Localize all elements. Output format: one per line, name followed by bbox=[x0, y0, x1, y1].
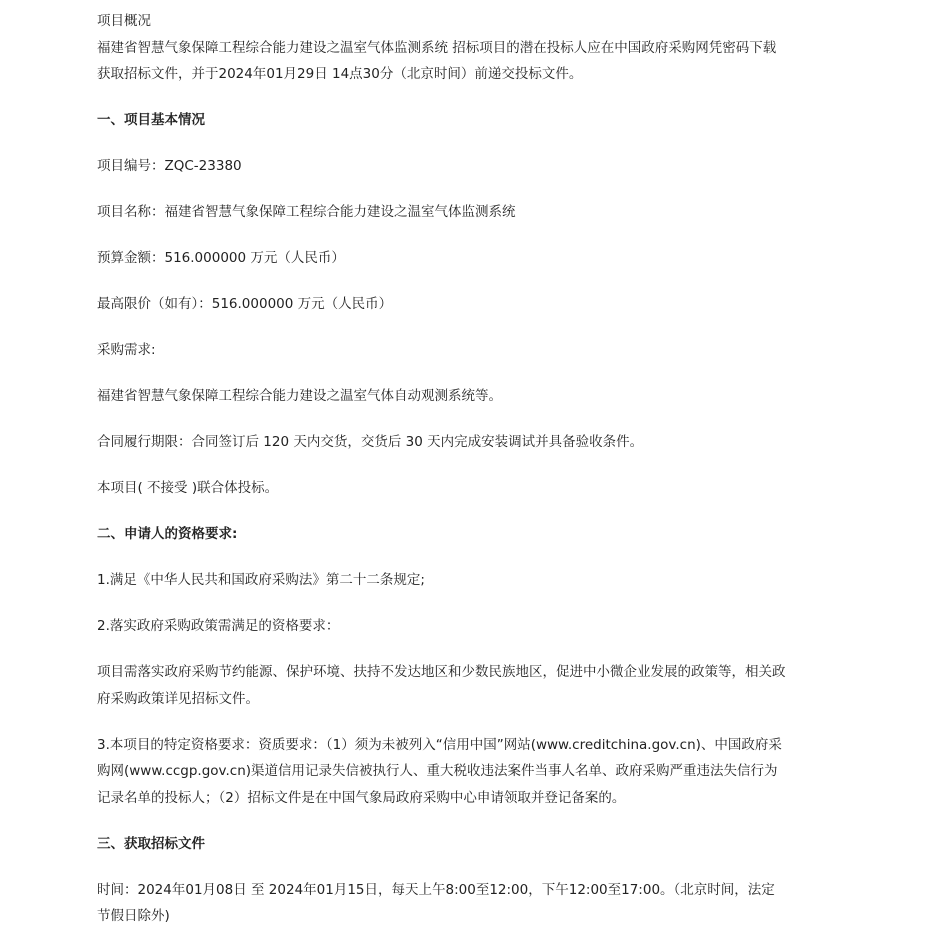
spacer bbox=[97, 226, 787, 246]
procurement-label: 采购需求: bbox=[97, 342, 156, 358]
qualification-item-2-text: 项目需落实政府采购节约能源、保护环境、扶持不发达地区和少数民族地区，促进中小微企业发展的政策等，相关政府采购政策详见招标文件。 bbox=[97, 664, 786, 707]
spacer bbox=[97, 640, 787, 660]
spacer bbox=[97, 410, 787, 430]
overview-title: 项目概况 bbox=[97, 13, 151, 29]
spacer bbox=[97, 594, 787, 614]
spacer bbox=[97, 318, 787, 338]
spacer bbox=[97, 88, 787, 108]
budget-amount: 预算金额：516.000000 万元（人民币） bbox=[97, 250, 345, 266]
spacer bbox=[97, 712, 787, 732]
qualification-item-1: 1.满足《中华人民共和国政府采购法》第二十二条规定; bbox=[97, 572, 425, 588]
qualification-item-2: 2.落实政府采购政策需满足的资格要求： bbox=[97, 618, 340, 634]
section-2-heading: 二、申请人的资格要求: bbox=[97, 526, 238, 542]
spacer bbox=[97, 180, 787, 200]
spacer bbox=[97, 456, 787, 476]
spacer bbox=[97, 548, 787, 568]
section-1-heading: 一、项目基本情况 bbox=[97, 112, 205, 128]
spacer bbox=[97, 502, 787, 522]
spacer bbox=[97, 811, 787, 831]
announcement-document bbox=[97, 8, 787, 930]
spacer bbox=[97, 272, 787, 292]
section-3-heading: 三、获取招标文件 bbox=[97, 835, 205, 852]
spacer bbox=[97, 364, 787, 384]
procurement-text: 福建省智慧气象保障工程综合能力建设之温室气体自动观测系统等。 bbox=[97, 388, 502, 404]
max-price: 最高限价（如有）：516.000000 万元（人民币） bbox=[97, 296, 393, 312]
project-number: 项目编号：ZQC-23380 bbox=[97, 158, 242, 174]
qualification-item-3: 3.本项目的特定资格要求：资质要求：（1）须为未被列入“信用中国”网站(www.creditchina.gov.cn)、中国政府采购网(www.ccgp.gov.cn)渠道信用记录失信被执行人、重大税收违法案件当事人名单、政府采购严重违法失信行为记录名单的投标人；（2）招标文件是在中国气象局政府采购中心申请领取并登记备案的。 bbox=[97, 736, 782, 806]
document-access-time: 时间：2024年01月08日 至 2024年01月15日，每天上午8:00至12:00，下午12:00至17:00。（北京时间，法定节假日除外) bbox=[97, 881, 775, 924]
spacer bbox=[97, 134, 787, 154]
spacer bbox=[97, 857, 787, 877]
contract-period: 合同履行期限：合同签订后 120 天内交货，交货后 30 天内完成安装调试并具备验收条件。 bbox=[97, 434, 644, 450]
consortium-note: 本项目( 不接受 )联合体投标。 bbox=[97, 480, 279, 496]
overview-text: 福建省智慧气象保障工程综合能力建设之温室气体监测系统 招标项目的潜在投标人应在中国政府采购网凭密码下载获取招标文件，并于2024年01月29日 14点30分（北京时间）前递交投标文件。 bbox=[97, 39, 777, 82]
project-name: 项目名称：福建省智慧气象保障工程综合能力建设之温室气体监测系统 bbox=[97, 204, 516, 220]
